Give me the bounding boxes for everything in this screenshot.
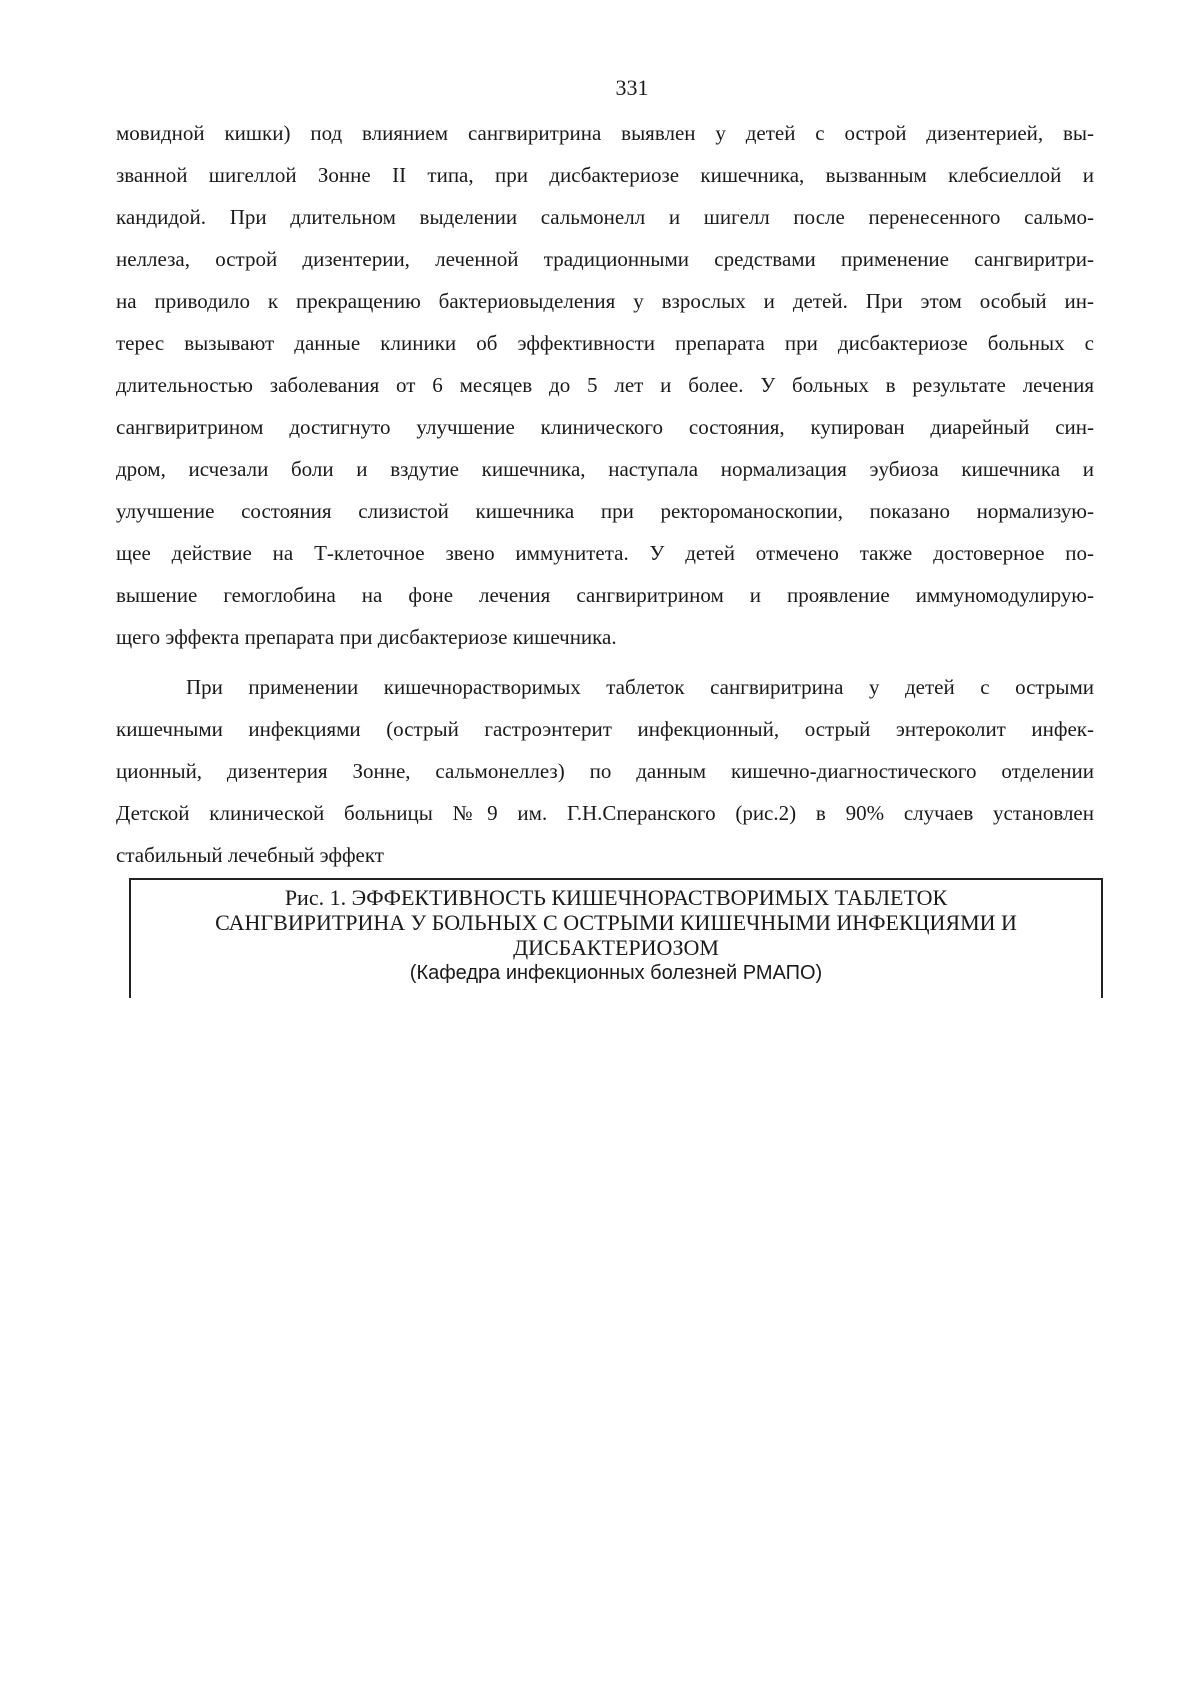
text-line: дром, исчезали боли и вздутие кишечника, наступала нормализация эубиоза кишечника и [116, 457, 1094, 481]
text-line: на приводило к прекращению бактериовыделения у взрослых и детей. При этом особый ин- [116, 289, 1094, 313]
text-line: сангвиритрином достигнуто улучшение клинического состояния, купирован диарейный син- [116, 415, 1094, 439]
text-line: щего эффекта препарата при дисбактериозе кишечника. [116, 625, 617, 649]
text-line: терес вызывают данные клиники об эффективности препарата при дисбактериозе больных с [116, 331, 1094, 355]
text-line: кишечными инфекциями (острый гастроэнтерит инфекционный, острый энтероколит инфек- [116, 717, 1094, 741]
figure-caption-box [129, 878, 1103, 998]
text-line: мовидной кишки) под влиянием сангвиритрина выявлен у детей с острой дизентерией, вы- [116, 121, 1094, 145]
text-line: вышение гемоглобина на фоне лечения сангвиритрином и проявление иммуномодулирую- [116, 583, 1094, 607]
text-line: неллеза, острой дизентерии, леченной традиционными средствами применение сангвиритри- [116, 247, 1094, 271]
paragraph [116, 112, 1094, 658]
page-number: 331 [615, 75, 649, 100]
text-line: При применении кишечнорастворимых таблеток сангвиритрина у детей с острыми [186, 675, 1094, 699]
text-line: щее действие на Т-клеточное звено иммунитета. У детей отмечено также достоверное по- [116, 541, 1094, 565]
figure-source: (Кафедра инфекционных болезней РМАПО) [409, 962, 823, 984]
paragraph [116, 666, 1094, 876]
text-line: кандидой. При длительном выделении сальмонелл и шигелл после перенесенного сальмо- [116, 205, 1094, 229]
text-line: званной шигеллой Зонне II типа, при дисбактериозе кишечника, вызванным клебсиеллой и [116, 163, 1094, 187]
figure-caption-line: Рис. 1. ЭФФЕКТИВНОСТЬ КИШЕЧНОРАСТВОРИМЫХ ТАБЛЕТОК [284, 885, 948, 910]
text-line: длительностью заболевания от 6 месяцев до 5 лет и более. У больных в результате лечения [116, 373, 1094, 397]
text-line: стабильный лечебный эффект [116, 843, 384, 867]
figure-caption-line: ДИСБАКТЕРИОЗОМ [513, 935, 719, 960]
figure-caption-line: САНГВИРИТРИНА У БОЛЬНЫХ С ОСТРЫМИ КИШЕЧНЫМИ ИНФЕКЦИЯМИ И [215, 910, 1017, 935]
text-line: улучшение состояния слизистой кишечника при ректороманоскопии, показано нормализую- [116, 499, 1094, 523]
body-text [116, 112, 1094, 876]
text-line: ционный, дизентерия Зонне, сальмонеллез) по данным кишечно-диагностического отделении [116, 759, 1094, 783]
text-line: Детской клинической больницы №9 им. Г.Н.Сперанского (рис.2) в 90% случаев установлен [116, 801, 1094, 825]
